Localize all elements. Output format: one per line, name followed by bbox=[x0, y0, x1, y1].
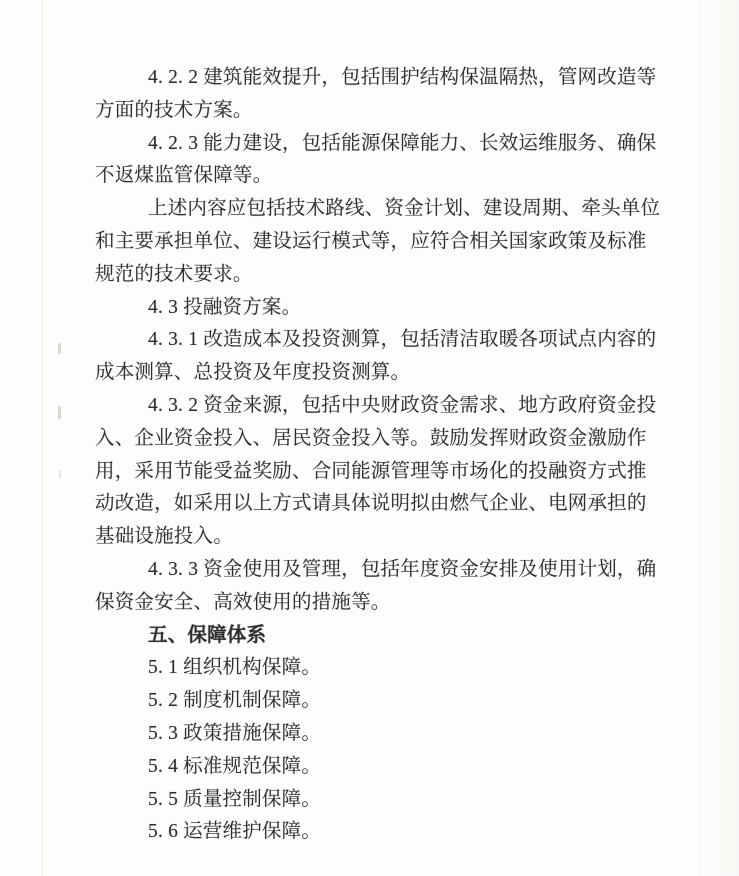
document-line: 4. 3 投融资方案。 bbox=[148, 296, 302, 318]
document-line: 动改造，如采用以上方式请具体说明拟由燃气企业、电网承担的 bbox=[95, 493, 647, 515]
document-line: 4. 2. 2 建筑能效提升，包括围护结构保温隔热，管网改造等 bbox=[148, 67, 657, 88]
document-line: 方面的技术方案。 bbox=[95, 99, 253, 121]
scan-edge-line bbox=[42, 0, 43, 876]
document-line: 4. 3. 3 资金使用及管理，包括年度资金安排及使用计划，确 bbox=[148, 558, 657, 580]
document-line: 5. 5 质量控制保障。 bbox=[148, 788, 322, 810]
document-line: 上述内容应包括技术路线、资金计划、建设周期、牵头单位 bbox=[148, 198, 661, 220]
document-line: 规范的技术要求。 bbox=[95, 263, 253, 285]
document-line: 保资金安全、高效使用的措施等。 bbox=[95, 591, 391, 613]
scan-right-shadow bbox=[700, 0, 739, 876]
document-line: 5. 2 制度机制保障。 bbox=[148, 690, 322, 712]
scan-speck bbox=[59, 470, 61, 478]
document-line: 5. 6 运营维护保障。 bbox=[148, 821, 322, 843]
document-line: 5. 4 标准规范保障。 bbox=[148, 755, 322, 777]
document-line: 5. 3 政策措施保障。 bbox=[148, 722, 322, 744]
document-line: 4. 3. 2 资金来源，包括中央财政资金需求、地方政府资金投 bbox=[148, 394, 657, 416]
document-line: 和主要承担单位、建设运行模式等，应符合相关国家政策及标准 bbox=[95, 230, 647, 252]
document-line: 4. 3. 1 改造成本及投资测算，包括清洁取暖各项试点内容的 bbox=[148, 329, 657, 351]
document-line: 基础设施投入。 bbox=[95, 526, 233, 548]
scan-speck bbox=[58, 406, 61, 419]
document-line: 4. 2. 3 能力建设，包括能源保障能力、长效运维服务、确保 bbox=[148, 132, 657, 154]
document-line: 入、企业资金投入、居民资金投入等。鼓励发挥财政资金激励作 bbox=[95, 427, 647, 449]
document-text bbox=[95, 62, 661, 849]
document-line: 5. 1 组织机构保障。 bbox=[148, 657, 322, 679]
document-line: 成本测算、总投资及年度投资测算。 bbox=[95, 362, 411, 384]
document-line: 不返煤监管保障等。 bbox=[95, 165, 273, 187]
document-line: 用，采用节能受益奖励、合同能源管理等市场化的投融资方式推 bbox=[95, 460, 647, 482]
scan-speck bbox=[58, 343, 61, 354]
document-line: 五、保障体系 bbox=[148, 624, 267, 646]
scan-left-margin bbox=[0, 0, 42, 876]
